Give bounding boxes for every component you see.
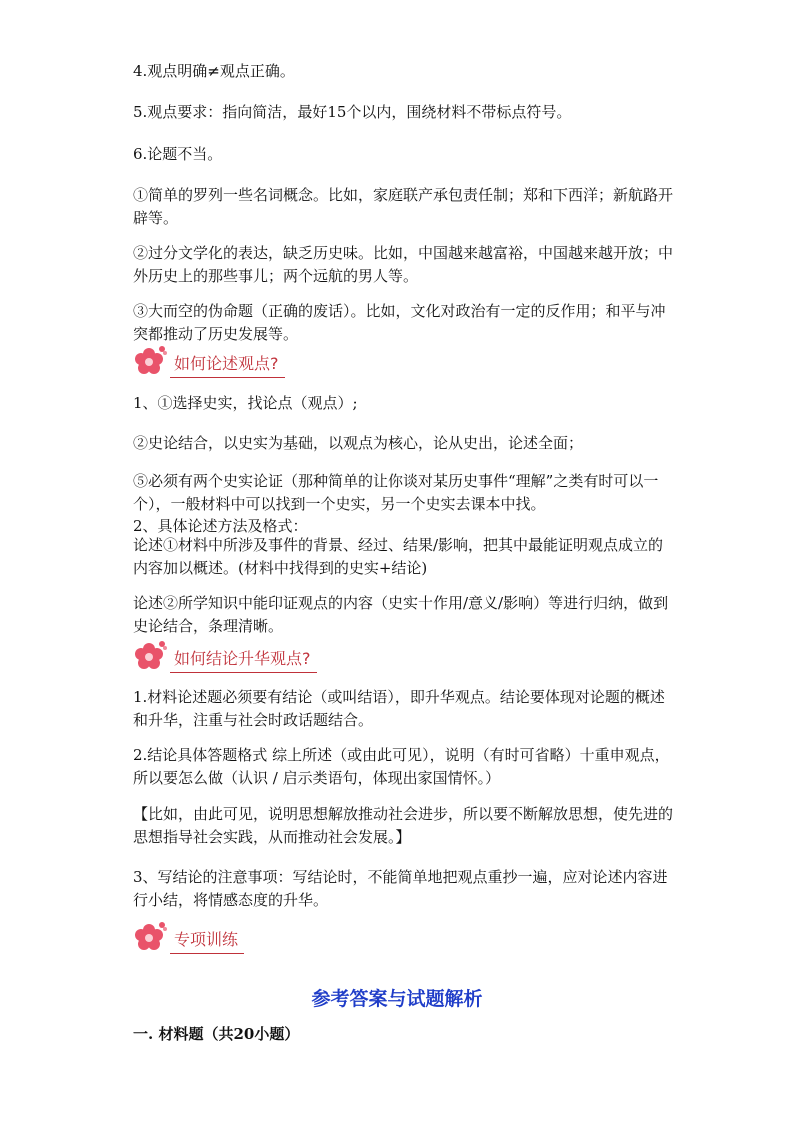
paragraph-argue-method-2: 论述②所学知识中能印证观点的内容（史实十作用/意义/影响）等进行归纳，做到史论结合，条理清晰。 bbox=[133, 594, 669, 635]
paragraph-conclusion-example: 【比如，由此可见，说明思想解放推动社会进步，所以要不断解放思想，使先进的思想指导社会实践，从而推动社会发展。】 bbox=[133, 805, 674, 846]
paragraph-improper-2: ②过分文学化的表达，缺乏历史味。比如，中国越来越富裕，中国越来越开放；中外历史上的那些事儿；两个远航的男人等。 bbox=[133, 244, 674, 285]
section-heading-text: 如何结论升华观点? bbox=[170, 646, 317, 673]
paragraph-viewpoint-clear: 4.观点明确≠观点正确。 bbox=[133, 62, 295, 80]
section-heading-argue bbox=[133, 344, 285, 380]
paragraph-conclusion-1: 1.材料论述题必须要有结论（或叫结语），即升华观点。结论要体现对论题的概述和升华，注重与社会时政话题结合。 bbox=[133, 688, 665, 729]
flower-icon bbox=[133, 344, 169, 380]
paragraph-conclusion-notes: 3、写结论的注意事项：写结论时，不能简单地把观点重抄一遍，应对论述内容进行小结，将情感态度的升华。 bbox=[133, 868, 668, 909]
section-heading-conclusion bbox=[133, 639, 317, 675]
paragraph-improper-3: ③大而空的伪命题（正确的废话）。比如，文化对政治有一定的反作用；和平与冲突都推动了历史发展等。 bbox=[133, 302, 666, 343]
paragraph-argue-step3: ⑤必须有两个史实论证（那种简单的让你谈对某历史事件“理解”之类有时可以一个），一般材料中可以找到一个史实，另一个史实去课本中找。 bbox=[133, 472, 659, 513]
paragraph-viewpoint-requirement: 5.观点要求：指向简洁，最好15个以内，围绕材料不带标点符号。 bbox=[133, 103, 572, 121]
flower-icon bbox=[133, 920, 169, 956]
section-heading-training bbox=[133, 920, 244, 956]
paragraph-argue-step2: ②史论结合，以史实为基础，以观点为核心，论从史出，论述全面； bbox=[133, 434, 584, 452]
paragraph-argue-method-1: 论述①材料中所涉及事件的背景、经过、结果/影响，把其中最能证明观点成立的内容加以概述。(材料中找得到的史实+结论) bbox=[133, 536, 664, 577]
paragraph-conclusion-2: 2.结论具体答题格式 综上所述（或由此可见），说明（有时可省略）十重申观点，所以要怎么做（认识 / 启示类语句，体现出家国情怀。） bbox=[133, 746, 670, 787]
section-heading-text: 如何论述观点? bbox=[170, 351, 285, 378]
answer-section-title: 参考答案与试题解析 bbox=[311, 988, 483, 1010]
flower-icon bbox=[133, 639, 169, 675]
paragraph-argue-method: 2、具体论述方法及格式： bbox=[133, 517, 308, 535]
paragraph-material-questions: 一. 材料题（共20小题） bbox=[133, 1025, 300, 1043]
section-heading-text: 专项训练 bbox=[170, 927, 244, 954]
paragraph-improper-topic: 6.论题不当。 bbox=[133, 145, 223, 163]
paragraph-improper-1: ①简单的罗列一些名词概念。比如，家庭联产承包责任制；郑和下西洋；新航路开辟等。 bbox=[133, 186, 674, 227]
paragraph-argue-step1: 1、①选择史实，找论点（观点）; bbox=[133, 394, 358, 412]
